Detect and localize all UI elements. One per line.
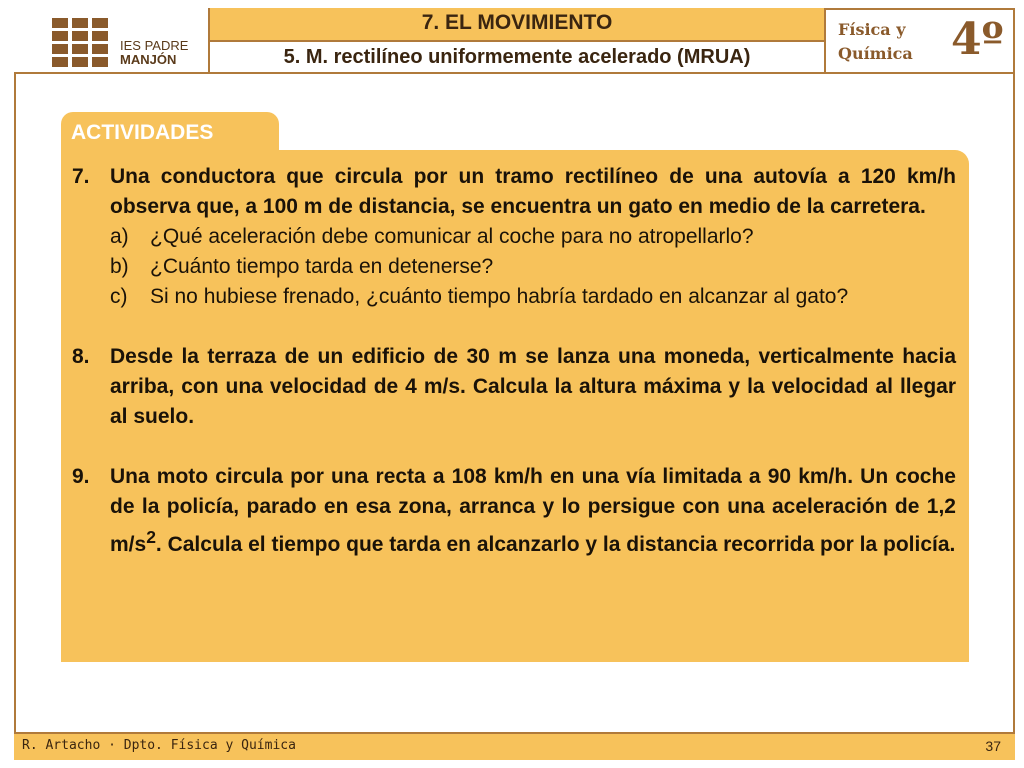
subject-line2: Química: [838, 44, 913, 63]
activity-text-part1: Una moto circula por una recta a 108 km/h en una vía limitada a 90 km/h. Un coche de la policía, parado en esa zona, arranca y lo persigue con una aceleración de 1,2 m/s: [110, 465, 956, 556]
page-number: 37: [985, 738, 1001, 754]
activity-text: Una conductora que circula por un tramo rectilíneo de una autovía a 120 km/h observa que, a 100 m de distancia, se encuentra un gato en medio de la carretera.: [110, 165, 956, 218]
school-name-line2: MANJÓN: [120, 52, 177, 67]
logo-grid-icon: [52, 18, 112, 68]
subitem-letter: a): [110, 225, 129, 248]
subitem-letter: b): [110, 255, 129, 278]
subitem-text: Si no hubiese frenado, ¿cuánto tiempo habría tardado en alcanzar al gato?: [150, 285, 849, 308]
topic-title: 5. M. rectilíneo uniformemente acelerado (MRUA): [210, 42, 824, 72]
activity-number: 8.: [72, 345, 90, 368]
activity-item: [72, 342, 956, 432]
exponent: 2: [146, 527, 156, 547]
school-logo: [14, 8, 210, 74]
activity-item: [72, 162, 956, 222]
footer-author: R. Artacho · Dpto. Física y Química: [22, 738, 296, 753]
subject-line1: Física y: [838, 20, 906, 39]
subject-badge: [826, 8, 1015, 74]
activity-subitem: [110, 222, 956, 252]
section-tab-label: ACTIVIDADES: [71, 121, 214, 144]
header-titles: [210, 8, 826, 74]
school-name: [120, 39, 188, 67]
activity-text: [110, 462, 956, 560]
subitem-letter: c): [110, 285, 128, 308]
activity-subitem: [110, 252, 956, 282]
subject-name: [838, 18, 913, 66]
subitem-text: ¿Qué aceleración debe comunicar al coche para no atropellarlo?: [150, 225, 754, 248]
activity-number: 9.: [72, 465, 90, 488]
footer: [14, 732, 1015, 760]
school-name-line1: IES PADRE: [120, 38, 189, 53]
activity-text: Desde la terraza de un edificio de 30 m se lanza una moneda, verticalmente hacia arriba, con una velocidad de 4 m/s. Calcula la altura máxima y la velocidad al llegar al suelo.: [110, 345, 956, 428]
activity-number: 7.: [72, 165, 90, 188]
course-label: 4º: [951, 14, 1004, 65]
activity-subitem: [110, 282, 956, 312]
unit-title: 7. EL MOVIMIENTO: [210, 8, 824, 42]
subitem-text: ¿Cuánto tiempo tarda en detenerse?: [150, 255, 494, 278]
activity-text-part2: . Calcula el tiempo que tarda en alcanzarlo y la distancia recorrida por la policía.: [155, 533, 956, 556]
activities-list: [72, 162, 956, 560]
activity-item: [72, 462, 956, 560]
